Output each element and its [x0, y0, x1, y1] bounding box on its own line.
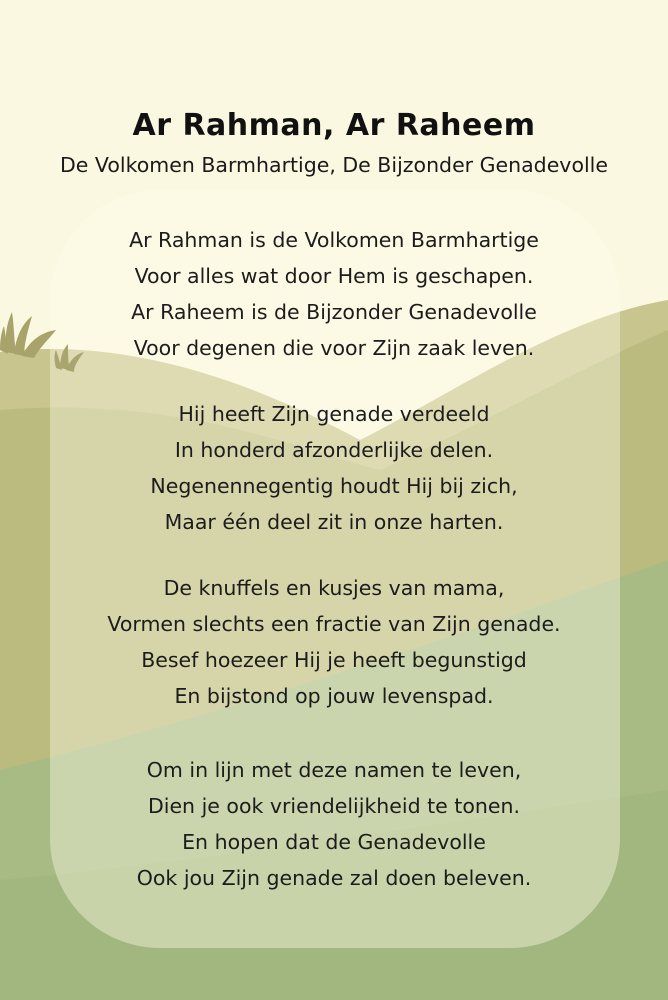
poem-line: Ar Rahman is de Volkomen Barmhartige	[129, 228, 539, 252]
poem-line: Ar Raheem is de Bijzonder Genadevolle	[131, 300, 537, 324]
poem-line: En hopen dat de Genadevolle	[182, 830, 486, 854]
poem-line: In honderd afzonderlijke delen.	[174, 438, 494, 462]
poem-line: Om in lijn met deze namen te leven,	[146, 758, 522, 782]
poem-line: Voor degenen die voor Zijn zaak leven.	[133, 336, 535, 360]
poem-line: Negenennegentig houdt Hij bij zich,	[150, 474, 518, 498]
poem-line: Hij heeft Zijn genade verdeeld	[178, 402, 490, 426]
poem-title: Ar Rahman, Ar Raheem	[132, 108, 536, 143]
poem-line: En bijstond op jouw levenspad.	[174, 684, 494, 708]
stanza-2	[0, 396, 668, 540]
poem-line: De knuffels en kusjes van mama,	[163, 576, 505, 600]
poem-line: Vormen slechts een fractie van Zijn genade.	[107, 612, 561, 636]
poem-line: Besef hoezeer Hij je heeft begunstigd	[141, 648, 527, 672]
poem-subtitle: De Volkomen Barmhartige, De Bijzonder Genadevolle	[60, 153, 608, 177]
poem-line: Voor alles wat door Hem is geschapen.	[134, 264, 534, 288]
poem-line: Maar één deel zit in onze harten.	[164, 510, 504, 534]
poem-line: Dien je ook vriendelijkheid te tonen.	[147, 794, 521, 818]
stanza-4	[0, 752, 668, 896]
stanza-3	[0, 570, 668, 714]
stanza-1	[0, 222, 668, 366]
poem-line: Ook jou Zijn genade zal doen beleven.	[136, 866, 532, 890]
